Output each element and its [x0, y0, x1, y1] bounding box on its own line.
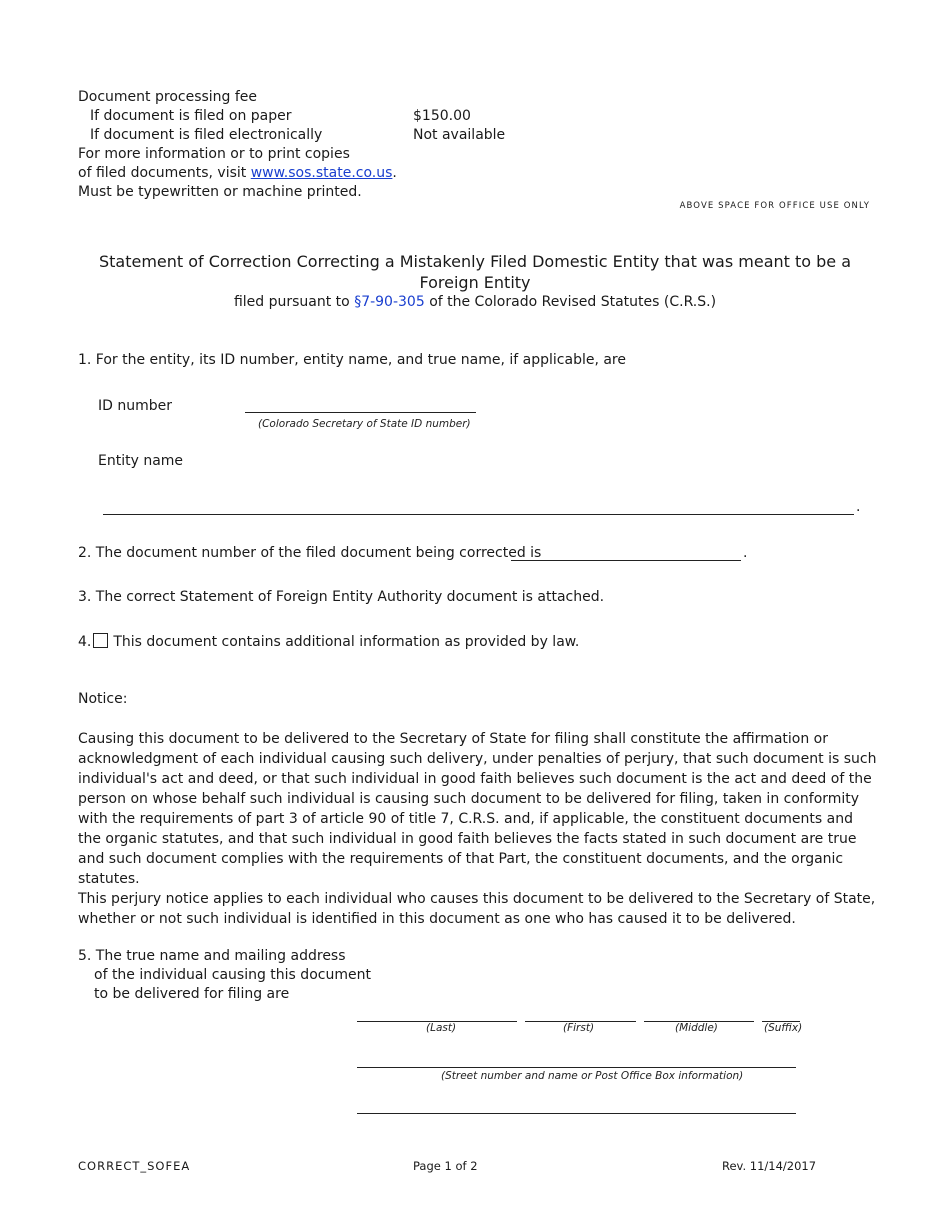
revision-date: Rev. 11/14/2017: [722, 1159, 817, 1173]
subtitle-suffix: of the Colorado Revised Statutes (C.R.S.): [429, 294, 717, 310]
item-5-line-2: of the individual causing this document: [94, 967, 371, 983]
entity-name-label: Entity name: [98, 453, 184, 469]
first-caption: (First): [563, 1022, 595, 1034]
subtitle-prefix: filed pursuant to: [233, 294, 350, 310]
document-title: Statement of Correction Correcting a Mistakenly Filed Domestic Entity that was meant to be a Foreign Entity: [98, 252, 852, 292]
fee-electronic-label: If document is filed electronically: [90, 127, 323, 143]
info-line-2-prefix: of filed documents, visit: [78, 165, 247, 181]
item-2-period: .: [743, 545, 748, 561]
item-4-text: This document contains additional information as provided by law.: [113, 634, 580, 650]
document-number-field[interactable]: [511, 560, 741, 561]
office-use-label: ABOVE SPACE FOR OFFICE USE ONLY: [679, 201, 870, 211]
page-number: Page 1 of 2: [413, 1159, 478, 1173]
notice-paragraph-2: This perjury notice applies to each individual who causes this document to be delivered to the Secretary of State, whether or not such individual is identified in this document as one who has caused it to be delivered.: [78, 891, 876, 927]
item-3-text: 3. The correct Statement of Foreign Entity Authority document is attached.: [78, 589, 605, 605]
item-2-text: 2. The document number of the filed document being corrected is: [78, 545, 542, 561]
item-5-line-3: to be delivered for filing are: [94, 986, 290, 1002]
item-4: [78, 633, 579, 650]
info-line-1: For more information or to print copies: [78, 146, 350, 162]
fee-electronic-value: Not available: [413, 127, 506, 143]
fee-heading: Document processing fee: [78, 89, 258, 105]
document-subtitle: [90, 294, 860, 310]
last-caption: (Last): [426, 1022, 457, 1034]
street-caption: (Street number and name or Post Office Box information): [441, 1070, 744, 1082]
suffix-caption: (Suffix): [764, 1022, 803, 1034]
form-id: CORRECT_SOFEA: [78, 1159, 191, 1173]
fee-paper-value: $150.00: [413, 108, 471, 124]
street-address-field[interactable]: [357, 1067, 796, 1068]
info-line-2: [78, 165, 397, 181]
item-4-number: 4.: [78, 634, 92, 650]
address-line-2-field[interactable]: [357, 1113, 796, 1114]
id-number-label: ID number: [98, 398, 172, 414]
info-line-2-suffix: .: [392, 165, 397, 181]
statute-link[interactable]: §7-90-305: [354, 294, 425, 310]
middle-caption: (Middle): [675, 1022, 718, 1034]
id-number-field[interactable]: [245, 412, 476, 413]
additional-info-checkbox[interactable]: [93, 633, 108, 648]
fee-paper-label: If document is filed on paper: [90, 108, 292, 124]
website-link[interactable]: www.sos.state.co.us: [250, 165, 393, 181]
id-number-caption: (Colorado Secretary of State ID number): [258, 418, 471, 430]
entity-name-field[interactable]: [103, 514, 854, 515]
item-1-text: 1. For the entity, its ID number, entity name, and true name, if applicable, are: [78, 352, 626, 368]
notice-heading: Notice:: [78, 691, 128, 707]
notice-paragraph-1: Causing this document to be delivered to the Secretary of State for filing shall constitute the affirmation or acknowledgment of each individual causing such delivery, under penalties of perjury, that such document is such individual's act and deed, or that such individual in good faith believes such document is the act and deed of the person on whose behalf such individual is causing such document to be delivered for filing, taken in conformity with the requirements of part 3 of article 90 of title 7, C.R.S. and, if applicable, the constituent documents and the organic statutes, and that such individual in good faith believes the facts stated in such document are true and such document complies with the requirements of that Part, the constituent documents, and the organic statutes.: [78, 731, 877, 887]
entity-name-period: .: [856, 499, 861, 515]
item-5-line-1: 5. The true name and mailing address: [78, 948, 346, 964]
typewritten-note: Must be typewritten or machine printed.: [78, 184, 362, 200]
